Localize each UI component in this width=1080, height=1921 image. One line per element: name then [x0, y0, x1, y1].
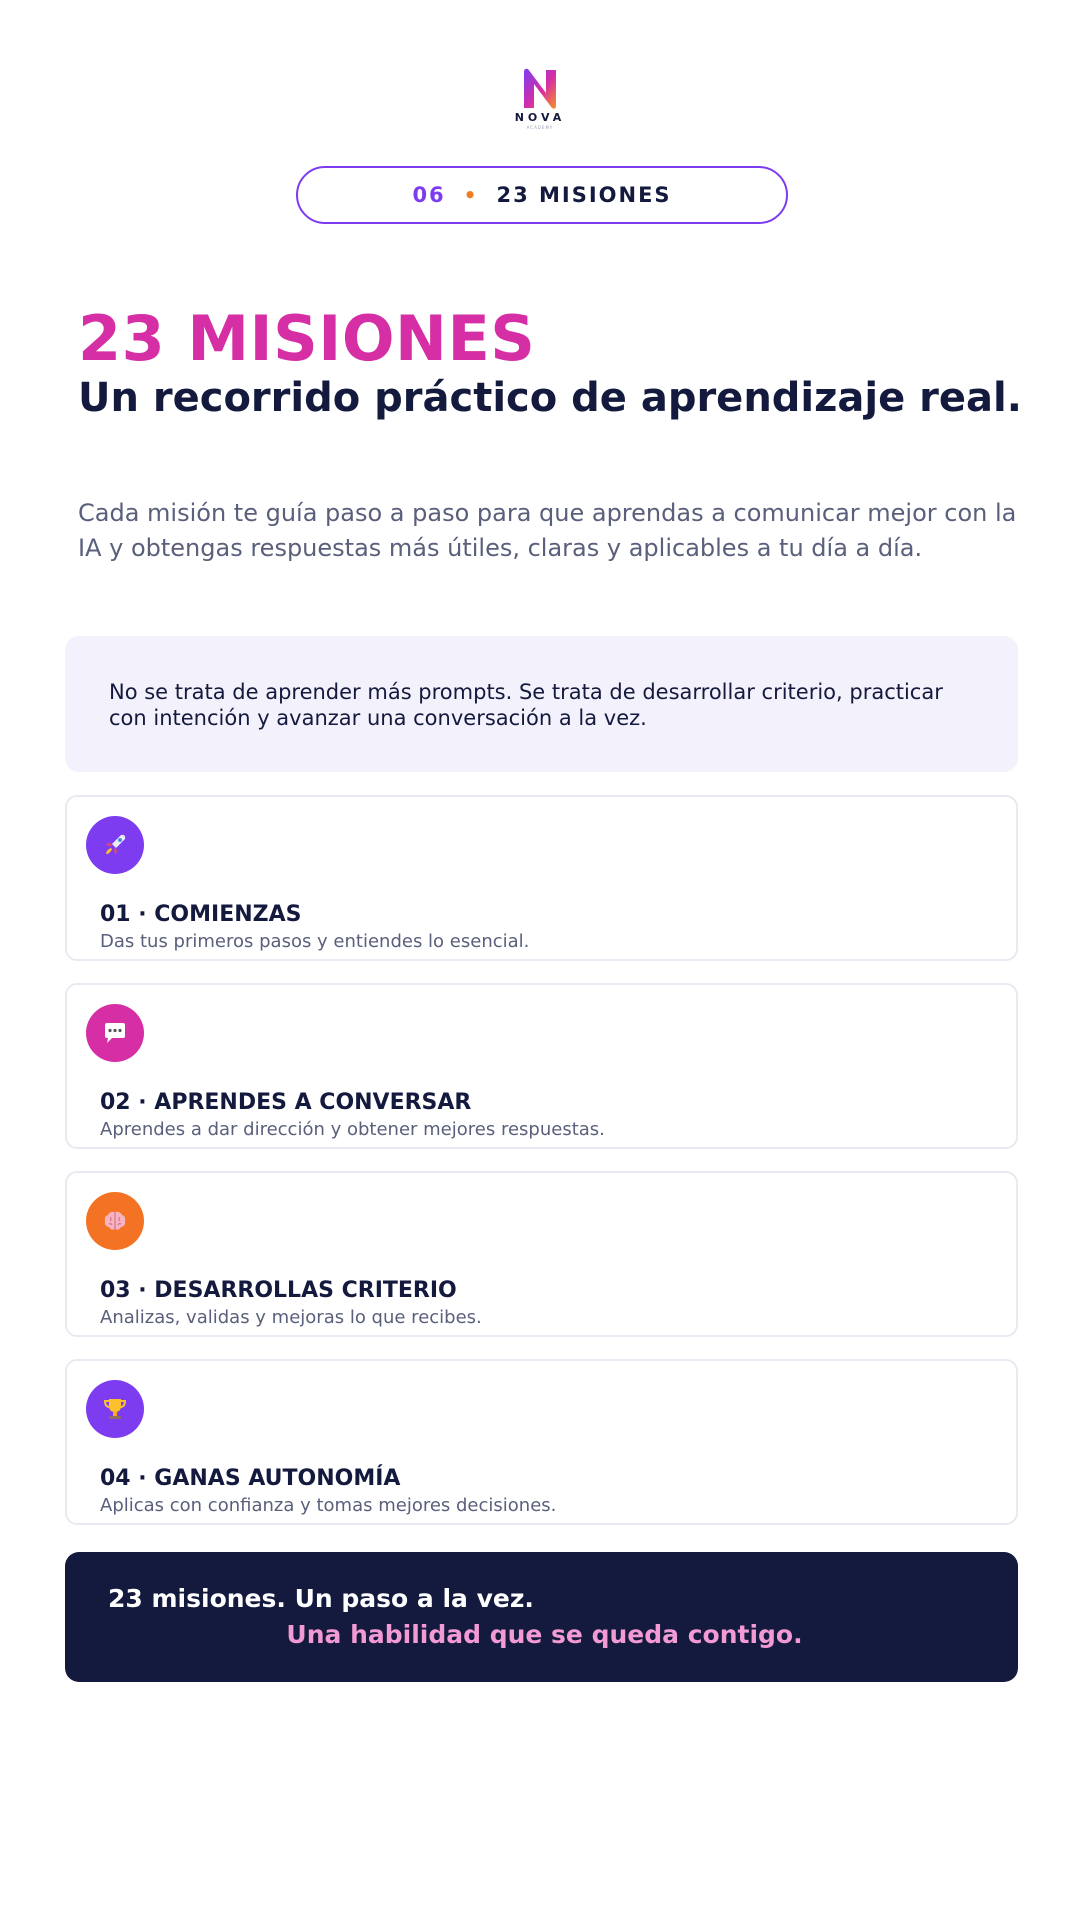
speech-bubble-icon — [86, 1004, 144, 1062]
stage-card-1 — [65, 795, 1018, 961]
stage-card-2 — [65, 983, 1018, 1149]
stage-description: Aprendes a dar dirección y obtener mejores respuestas. — [100, 1119, 605, 1140]
intro-paragraph: Cada misión te guía paso a paso para que aprendas a comunicar mejor con la IA y obtengas respuestas más útiles, claras y aplicables a tu día a día. — [78, 499, 1017, 562]
rocket-icon — [86, 816, 144, 874]
stage-title: 03 · DESARROLLAS CRITERIO — [100, 1278, 457, 1303]
stage-title: 02 · APRENDES A CONVERSAR — [100, 1090, 472, 1115]
page-subtitle: Un recorrido práctico de aprendizaje real. — [78, 375, 1022, 421]
stage-card-3 — [65, 1171, 1018, 1337]
badge-separator: • — [463, 183, 479, 207]
closing-banner — [65, 1552, 1018, 1682]
trophy-icon — [86, 1380, 144, 1438]
closing-line-2: Una habilidad que se queda contigo. — [286, 1620, 803, 1649]
stage-title: 04 · GANAS AUTONOMÍA — [100, 1466, 401, 1491]
highlight-box — [65, 636, 1018, 772]
nova-logo — [511, 66, 569, 130]
stage-description: Analizas, validas y mejoras lo que recibes. — [100, 1307, 482, 1328]
stage-card-4 — [65, 1359, 1018, 1525]
stage-title: 01 · COMIENZAS — [100, 902, 302, 927]
section-label: 23 MISIONES — [496, 183, 672, 207]
nova-logo-icon — [521, 66, 559, 110]
stage-description: Aplicas con confianza y tomas mejores decisiones. — [100, 1495, 557, 1516]
logo-wordmark: NOVA — [514, 111, 566, 124]
page-title: 23 MISIONES — [78, 302, 536, 375]
brain-icon — [86, 1192, 144, 1250]
section-number: 06 — [412, 183, 446, 207]
logo-tagline: ACADEMY — [526, 125, 554, 130]
section-badge — [296, 166, 788, 224]
stage-description: Das tus primeros pasos y entiendes lo esencial. — [100, 931, 530, 952]
highlight-text: No se trata de aprender más prompts. Se trata de desarrollar criterio, practicar con intención y avanzar una conversación a la vez. — [109, 680, 943, 730]
closing-line-1: 23 misiones. Un paso a la vez. — [108, 1584, 534, 1613]
